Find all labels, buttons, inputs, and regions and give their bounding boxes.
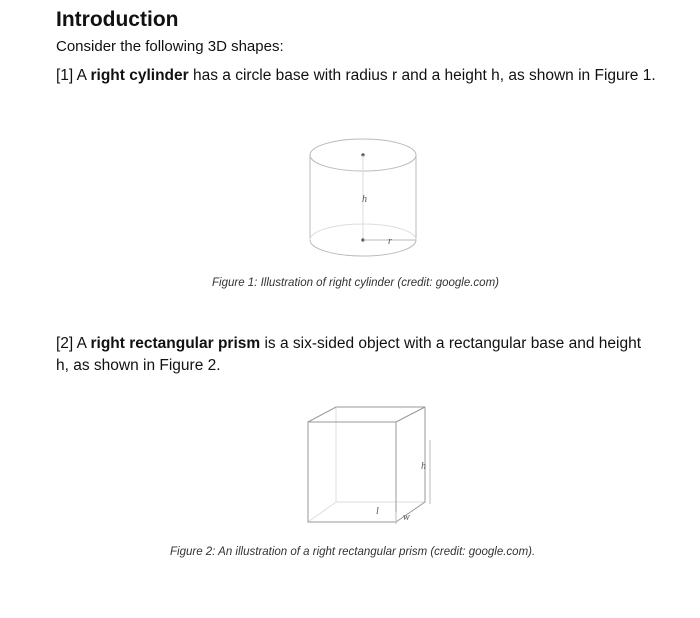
figure2-caption: Figure 2: An illustration of a right rectangular prism (credit: google.com). [170, 546, 536, 558]
intro-text: Consider the following 3D shapes: [56, 38, 284, 55]
prism-label-w: w [403, 512, 410, 523]
item1-rest: has a circle base with radius r and a height h, as shown in Figure 1. [188, 67, 656, 84]
prism-back-diagonal [308, 502, 336, 522]
prism-top-face [308, 407, 425, 422]
item1-term: right cylinder [90, 67, 189, 84]
item2-rest: is a six-sided object with a rectangular base and height h, as shown in Figure 2. [56, 335, 642, 374]
prism-label-h: h [421, 461, 426, 472]
item1-prefix: [1] A [56, 67, 91, 84]
prism-label-l: l [376, 506, 379, 517]
cylinder-label-r: r [388, 236, 392, 247]
section-heading: Introduction [56, 8, 179, 31]
cylinder-label-h: h [362, 194, 367, 205]
paragraph-right-cylinder [56, 65, 656, 87]
prism-front-face [308, 422, 396, 522]
cylinder-figure [305, 130, 425, 260]
cylinder-bottom-front [310, 240, 416, 256]
figure1-caption: Figure 1: Illustration of right cylinder (credit: google.com) [212, 277, 499, 289]
prism-figure [303, 402, 443, 532]
item2-term: right rectangular prism [90, 335, 261, 352]
paragraph-rectangular-prism [56, 333, 656, 377]
item2-prefix: [2] A [56, 335, 91, 352]
